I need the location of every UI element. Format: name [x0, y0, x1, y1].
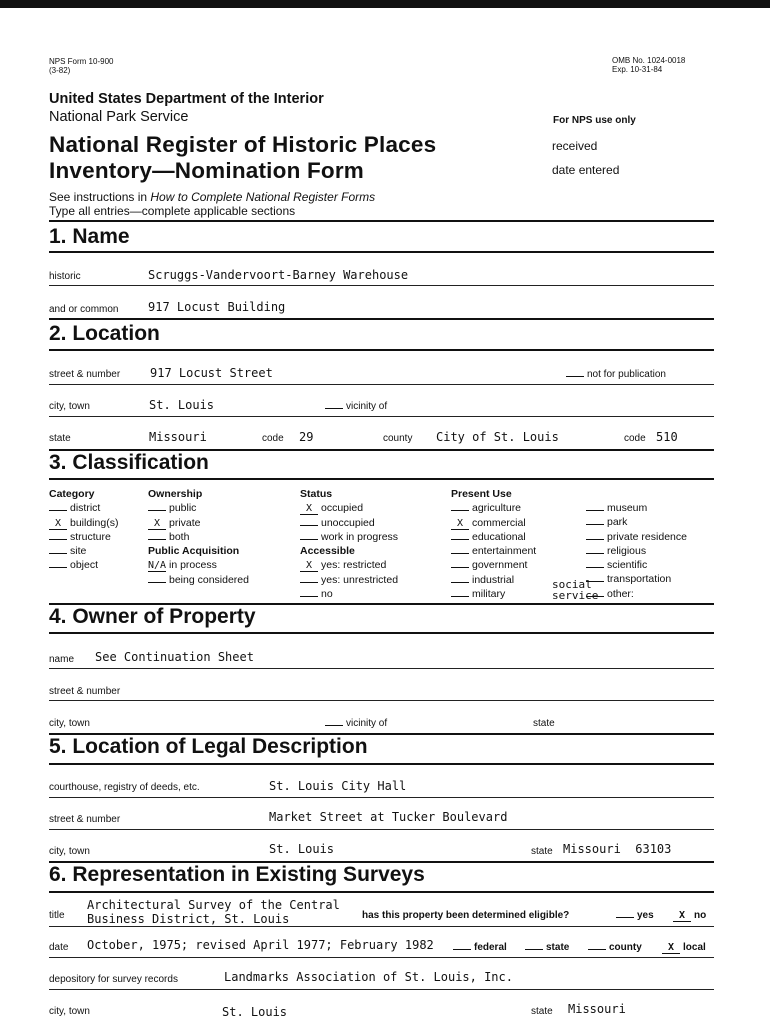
accessible-row: [300, 558, 450, 572]
historic-label: historic: [49, 271, 81, 282]
form-title-2: Inventory—Nomination Form: [49, 158, 365, 183]
category-mark[interactable]: [49, 510, 67, 511]
divider: [49, 220, 714, 222]
present-use-row: [451, 544, 581, 558]
present-use-row: [451, 530, 581, 544]
present-use-mark[interactable]: [451, 539, 469, 540]
present-use-label: transportation: [607, 573, 672, 586]
acquisition-mark[interactable]: [148, 582, 166, 583]
code-label: code: [262, 433, 284, 444]
owner-name: See Continuation Sheet: [95, 650, 254, 664]
street-label: street & number: [49, 369, 121, 380]
accessible-label: yes: unrestricted: [321, 573, 399, 586]
line: [49, 416, 714, 417]
department: United States Department of the Interior: [49, 91, 324, 107]
survey-title-label: title: [49, 910, 65, 921]
line: [49, 957, 714, 958]
owner-name-label: name: [49, 654, 75, 665]
present-use-row: [586, 558, 716, 572]
acquisition-row: [148, 573, 298, 587]
ownership-row: [148, 501, 298, 515]
legal-state-label: state: [531, 846, 553, 857]
status-mark[interactable]: [300, 539, 318, 540]
section-3-heading: 3. Classification: [49, 451, 209, 474]
legal-street-label: street & number: [49, 814, 121, 825]
present-use-label: private residence: [607, 530, 687, 543]
other-value: social service: [552, 578, 599, 602]
status-row: [300, 501, 450, 515]
level-federal: federal: [453, 942, 507, 953]
ownership-mark[interactable]: [148, 510, 166, 511]
present-use-row: [451, 516, 581, 530]
accessible-mark[interactable]: X: [300, 561, 318, 572]
legal-state-value: Missouri 63103: [563, 842, 672, 856]
category-label: site: [70, 545, 87, 558]
line: [49, 926, 714, 927]
acquisition-mark[interactable]: N/A: [148, 560, 167, 572]
common-label: and or common: [49, 304, 119, 315]
status-mark[interactable]: [300, 525, 318, 526]
county-code-label: code: [624, 433, 646, 444]
present-use-label: religious: [607, 544, 647, 557]
ownership-label: public: [169, 502, 197, 515]
divider: [49, 349, 714, 351]
section-5-heading: 5. Location of Legal Description: [49, 735, 368, 758]
present-use-mark[interactable]: [451, 596, 469, 597]
survey-state-label: state: [531, 1006, 553, 1017]
city-value: St. Louis: [149, 398, 215, 412]
courthouse-value: St. Louis City Hall: [269, 779, 407, 793]
present-use-label: entertainment: [472, 545, 537, 558]
ownership-row: [148, 516, 298, 530]
ownership-mark[interactable]: X: [148, 519, 166, 530]
acquisition-row: [148, 558, 298, 572]
accessible-mark[interactable]: [300, 596, 318, 597]
owner-city-label: city, town: [49, 718, 90, 729]
historic-name: Scruggs-Vandervoort-Barney Warehouse: [148, 268, 409, 282]
accessible-mark[interactable]: [300, 582, 318, 583]
line: [49, 797, 714, 798]
level-local: X local: [662, 942, 706, 954]
county-code: 510: [656, 430, 678, 444]
omb-number: OMB No. 1024-0018: [612, 56, 686, 65]
owner-state-label: state: [533, 718, 555, 729]
line: [49, 829, 714, 830]
present-use-label: commercial: [472, 516, 526, 529]
level-state: state: [525, 942, 569, 953]
date-value: October, 1975; revised April 1977; February 1982: [87, 938, 434, 952]
survey-city-value: St. Louis: [222, 1005, 288, 1019]
present-use-label: park: [607, 516, 628, 529]
present-use-mark[interactable]: X: [451, 519, 469, 530]
present-use-mark[interactable]: [451, 567, 469, 568]
section-6-heading: 6. Representation in Existing Surveys: [49, 863, 425, 886]
date-entered-label: date entered: [552, 163, 620, 177]
category-row: [49, 544, 149, 558]
vicinity: vicinity of: [325, 401, 387, 412]
ownership-column: [148, 487, 298, 587]
present-use-row: [451, 558, 581, 572]
instructions: See instructions in How to Complete National Register Forms: [49, 190, 376, 204]
acquisition-label: in process: [169, 559, 217, 572]
date-label: date: [49, 942, 69, 953]
form-number: NPS Form 10-900: [49, 57, 114, 66]
section-1-heading: 1. Name: [49, 225, 130, 248]
county-label: county: [383, 433, 413, 444]
category-label: structure: [70, 530, 111, 543]
status-label: unoccupied: [321, 516, 375, 529]
present-use-mark[interactable]: [586, 524, 604, 525]
owner-street-label: street & number: [49, 686, 121, 697]
state-value: Missouri: [149, 430, 207, 444]
category-mark[interactable]: [49, 539, 67, 540]
line: [49, 668, 714, 669]
accessible-label: yes: restricted: [321, 559, 387, 572]
nps-use-only: For NPS use only: [553, 115, 636, 126]
present-use-label: industrial: [472, 573, 515, 586]
legal-city-label: city, town: [49, 846, 90, 857]
category-column: [49, 487, 149, 573]
state-code: 29: [299, 430, 314, 444]
category-label: building(s): [70, 516, 119, 529]
present-use-label: agriculture: [472, 502, 522, 515]
ownership-mark[interactable]: [148, 539, 166, 540]
depository-value: Landmarks Association of St. Louis, Inc.: [224, 970, 513, 984]
category-label: district: [70, 502, 101, 515]
status-label: work in progress: [321, 530, 399, 543]
present-use-mark[interactable]: [586, 553, 604, 554]
common-name: 917 Locust Building: [148, 300, 286, 314]
status-row: [300, 530, 450, 544]
present-use-row: [586, 501, 716, 515]
street-value: 917 Locust Street: [150, 366, 273, 380]
present-use-mark[interactable]: [586, 567, 604, 568]
present-use-mark[interactable]: [451, 510, 469, 511]
eligible-question: has this property been determined eligible?: [362, 910, 570, 921]
accessible-label: no: [321, 588, 333, 601]
line: [49, 384, 714, 385]
status-mark[interactable]: X: [300, 504, 318, 515]
category-row: [49, 530, 149, 544]
ownership-label: both: [169, 530, 190, 543]
level-county: county: [588, 942, 642, 953]
category-mark[interactable]: [49, 567, 67, 568]
divider: [49, 763, 714, 765]
city-label: city, town: [49, 401, 90, 412]
divider: [49, 318, 714, 320]
line: [49, 989, 714, 990]
line: [49, 700, 714, 701]
present-use-mark[interactable]: [586, 539, 604, 540]
eligible-yes: yes: [616, 910, 654, 921]
divider: [49, 251, 714, 253]
category-head: Category: [49, 488, 95, 500]
present-use-label: other:: [607, 587, 634, 600]
courthouse-label: courthouse, registry of deeds, etc.: [49, 782, 200, 793]
eligible-no: X no: [673, 910, 706, 922]
survey-title-1: Architectural Survey of the Central: [87, 898, 340, 912]
section-4-heading: 4. Owner of Property: [49, 605, 256, 628]
status-column: [300, 487, 450, 601]
category-row: [49, 516, 149, 530]
top-border: [0, 0, 770, 8]
present-use-label: government: [472, 559, 528, 572]
service: National Park Service: [49, 109, 189, 125]
owner-vicinity: vicinity of: [325, 718, 387, 729]
divider: [49, 478, 714, 480]
present-use-label: scientific: [607, 559, 648, 572]
expiration: Exp. 10-31-84: [612, 65, 663, 74]
section-2-heading: 2. Location: [49, 322, 160, 345]
line: [49, 285, 714, 286]
depository-label: depository for survey records: [49, 974, 178, 985]
present-use-mark[interactable]: [451, 582, 469, 583]
divider: [49, 632, 714, 634]
instructions-2: Type all entries—complete applicable sections: [49, 204, 296, 218]
present-use-row: [586, 530, 716, 544]
ownership-row: [148, 530, 298, 544]
ownership-label: private: [169, 516, 201, 529]
form-title-1: National Register of Historic Places: [49, 132, 437, 157]
present-use-label: military: [472, 588, 506, 601]
status-head: Status: [300, 488, 333, 500]
present-use-row: [586, 544, 716, 558]
ownership-head: Ownership: [148, 488, 203, 500]
present-use-head: Present Use: [451, 488, 512, 500]
county-value: City of St. Louis: [436, 430, 559, 444]
form-date: (3-82): [49, 66, 71, 75]
category-row: [49, 558, 149, 572]
status-row: [300, 516, 450, 530]
category-row: [49, 501, 149, 515]
not-for-publication: not for publication: [566, 369, 666, 380]
present-use-label: museum: [607, 502, 648, 514]
acquisition-head: Public Acquisition: [148, 545, 240, 558]
legal-street-value: Market Street at Tucker Boulevard: [269, 810, 508, 824]
present-use-mark[interactable]: [586, 510, 604, 511]
present-use-mark[interactable]: [451, 553, 469, 554]
category-label: object: [70, 559, 99, 572]
accessible-head: Accessible: [300, 545, 355, 558]
status-label: occupied: [321, 502, 364, 515]
survey-state-value: Missouri: [568, 1002, 626, 1016]
survey-title-2: Business District, St. Louis: [87, 912, 290, 926]
present-use-row: [586, 515, 716, 529]
category-mark[interactable]: X: [49, 519, 67, 530]
present-use-row: [451, 501, 581, 515]
state-label: state: [49, 433, 71, 444]
divider: [49, 891, 714, 893]
accessible-row: [300, 587, 450, 601]
accessible-row: [300, 573, 450, 587]
legal-city-value: St. Louis: [269, 842, 335, 856]
acquisition-label: being considered: [169, 573, 249, 586]
present-use-label: educational: [472, 530, 526, 543]
received-label: received: [552, 139, 598, 153]
category-mark[interactable]: [49, 553, 67, 554]
survey-city-label: city, town: [49, 1006, 90, 1017]
